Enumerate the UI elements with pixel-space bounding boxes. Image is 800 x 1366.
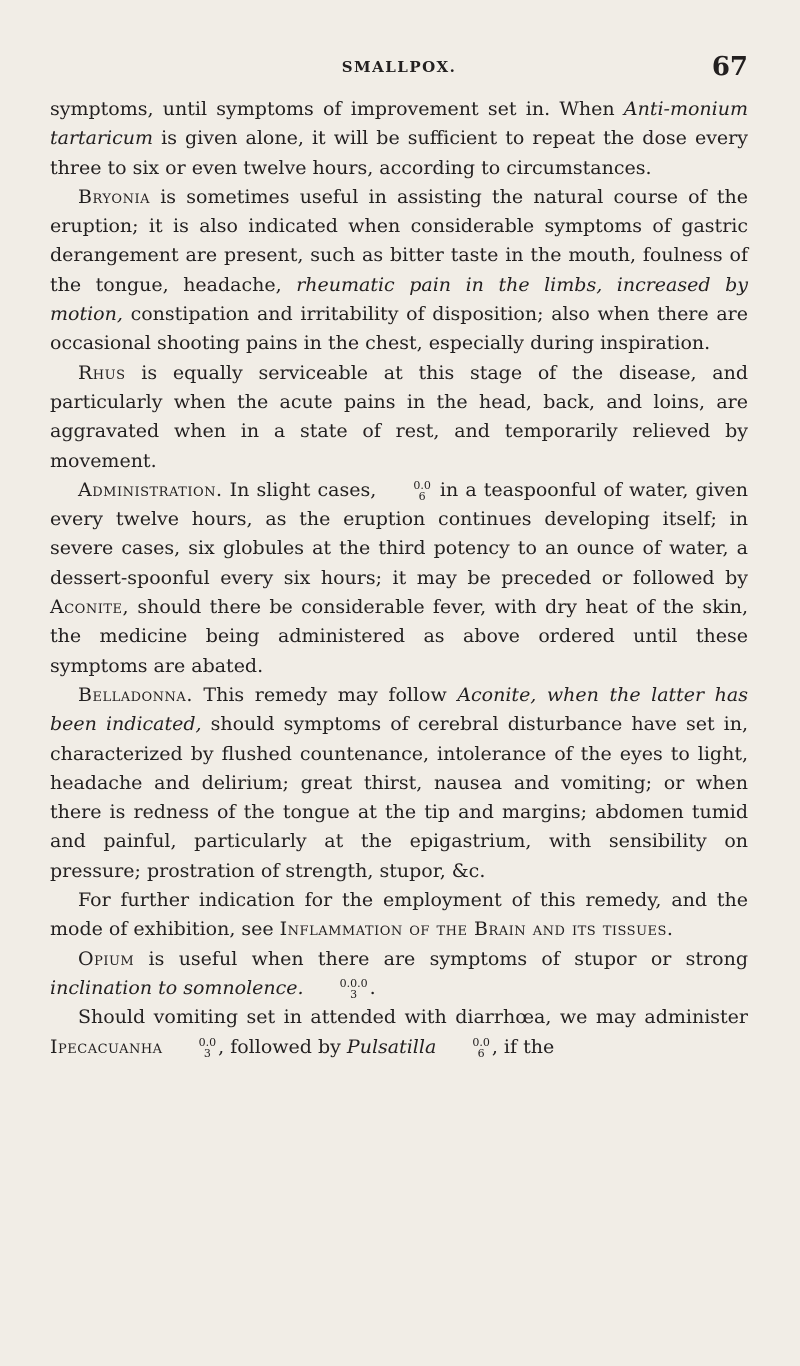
remedy-name: Opium (78, 947, 135, 970)
page-header (50, 52, 748, 88)
dose-fraction (385, 480, 431, 502)
fraction-numerator: 0.0 (472, 1035, 490, 1049)
page-body (50, 95, 748, 1062)
text-run: symptoms, until symptoms of improvement set in. When (50, 98, 624, 120)
remedy-name: Aconite, (50, 596, 130, 619)
text-run: is useful when there are symptoms of stupor or strong (134, 947, 748, 970)
fraction-denominator: 3 (203, 1046, 211, 1060)
remedy-name: Anti-monium tartaricum (50, 98, 748, 150)
text-run: is sometimes useful in assisting the natural course of the eruption; it is also indicated when considerable symptoms of gastric derangement are present, such as bitter taste in the mouth, foulness of the tongue, headache, (50, 185, 748, 296)
text-run: should symptoms of cerebral disturbance have set in, characterized by flushed countenance, intolerance of the eyes to light, headache and delirium; great thirst, nausea and vomiting; or when there is redness of the tongue at the tip and margins; abdomen tumid and painful, particularly at the epigastrium, with sensibility on pressure; prostration of strength, stupor, &c. (50, 713, 749, 882)
text-run: Should vomiting set in attended with diarrhœa, we may administer (78, 1006, 748, 1029)
text-run: , followed by (218, 1035, 347, 1058)
remedy-name: Pulsatilla (346, 1035, 437, 1058)
fraction-numerator: 0.0.0 (339, 976, 368, 990)
text-run: is equally serviceable at this stage of the disease, and particularly when the acute pains in the head, back, and loins, are aggravated when in a state of rest, and temporarily relieved by movement. (50, 361, 748, 472)
text-run: . (369, 976, 376, 999)
paragraph-rhus (50, 359, 748, 476)
paragraph-further-indication (50, 886, 748, 945)
paragraph-administration (50, 476, 748, 681)
text-run: is given alone, it will be sufficient to repeat the dose every three to six or even twelve hours, according to circumstances. (50, 127, 748, 179)
fraction-numerator: 0.0 (198, 1035, 217, 1049)
emphasis: rheumatic pain in the limbs, increased by motion, (50, 273, 748, 326)
paragraph-vomiting (50, 1003, 748, 1062)
text-run: should there be considerable fever, with dry heat of the skin, the medicine being administered as above ordered until these symptoms are abated. (50, 596, 748, 677)
emphasis: inclination to somnolence. (50, 976, 304, 999)
text-run: constipation and irritability of disposition; also when there are occasional shooting pains in the chest, especially during inspiration. (50, 303, 748, 355)
fraction-denominator: 6 (418, 489, 426, 503)
fraction-denominator: 3 (350, 987, 358, 1001)
text-run: , if the (491, 1035, 555, 1058)
remedy-name: Belladonna. (78, 683, 193, 706)
dose-fraction (444, 1037, 490, 1059)
paragraph-antimonium (50, 95, 748, 183)
paragraph-belladonna (50, 681, 748, 886)
paragraph-bryonia (50, 183, 748, 359)
remedy-name: Ipecacuanha (50, 1035, 163, 1058)
running-head: SMALLPOX. (341, 58, 457, 76)
page-number: 67 (711, 52, 748, 82)
paragraph-opium (50, 945, 748, 1004)
emphasis: Aconite, when the latter has been indicated, (50, 683, 749, 736)
cross-reference: Inflammation of the Brain and its tissues. (279, 918, 674, 941)
fraction-denominator: 6 (477, 1046, 485, 1060)
fraction-numerator: 0.0 (413, 478, 431, 492)
dose-fraction (312, 978, 368, 1000)
text-run: In slight cases, (222, 478, 384, 501)
text-run: For further indication for the employment of this remedy, and the mode of exhibition, see (50, 889, 748, 941)
section-heading: Administration. (78, 478, 223, 501)
remedy-name: Bryonia (78, 185, 150, 208)
remedy-name: Rhus (78, 361, 126, 384)
text-run: in a teaspoonful of water, given every twelve hours, as the eruption continues developing itself; in severe cases, six globules at the third potency to an ounce of water, a dessert-spoonful every six hours; it may be preceded or followed by (50, 478, 749, 589)
text-run: This remedy may follow (192, 683, 458, 706)
dose-fraction (171, 1037, 217, 1059)
